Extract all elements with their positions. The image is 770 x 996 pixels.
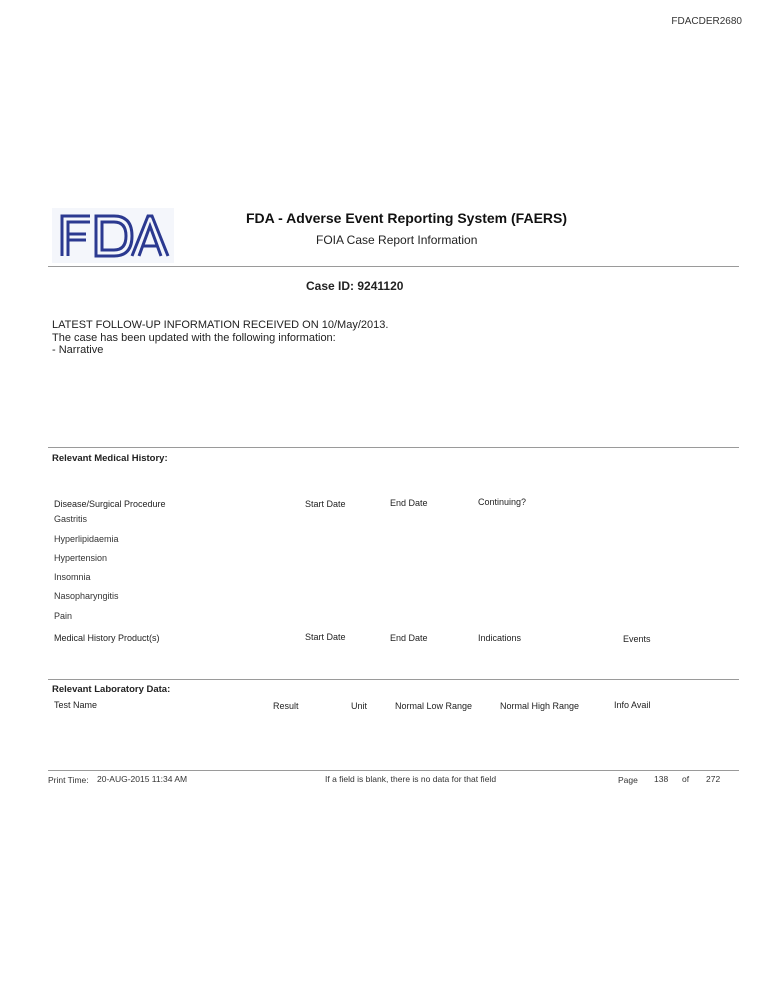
footer-divider	[48, 770, 739, 771]
narrative-line: The case has been updated with the following information:	[52, 331, 336, 344]
col-history-product: Medical History Product(s)	[54, 633, 160, 643]
col-product-end-date: End Date	[390, 633, 428, 643]
col-end-date: End Date	[390, 498, 428, 508]
history-row: Insomnia	[54, 572, 91, 582]
history-row: Pain	[54, 611, 73, 621]
col-test-name: Test Name	[54, 700, 98, 710]
col-unit: Unit	[351, 701, 368, 711]
of-label: of	[682, 774, 690, 784]
col-start-date: Start Date	[305, 499, 346, 509]
history-row: Hypertension	[54, 553, 108, 563]
section-divider	[48, 447, 739, 448]
report-title: FDA - Adverse Event Reporting System (FAERS)	[246, 210, 568, 226]
case-id	[306, 279, 403, 293]
col-normal-high: Normal High Range	[500, 701, 580, 711]
total-pages: 272	[706, 774, 721, 784]
narrative-line: - Narrative	[52, 344, 104, 356]
narrative-line: LATEST FOLLOW-UP INFORMATION RECEIVED ON 10/May/2013.	[52, 319, 389, 331]
narrative	[52, 319, 388, 357]
fda-logo	[52, 208, 174, 263]
col-events: Events	[623, 634, 651, 644]
col-disease: Disease/Surgical Procedure	[54, 499, 166, 509]
medical-history-heading: Relevant Medical History:	[52, 453, 168, 464]
col-indications: Indications	[478, 633, 522, 643]
page-label: Page	[618, 775, 638, 785]
blank-field-note: If a field is blank, there is no data for that field	[325, 774, 497, 784]
page-number: 138	[654, 774, 669, 784]
print-time-label: Print Time:	[48, 775, 89, 785]
history-row: Hyperlipidaemia	[54, 534, 119, 544]
lab-data-heading: Relevant Laboratory Data:	[52, 684, 171, 695]
history-row: Gastritis	[54, 514, 88, 524]
col-product-start-date: Start Date	[305, 632, 346, 642]
col-continuing: Continuing?	[478, 497, 527, 507]
document-id: FDACDER2680	[671, 16, 742, 27]
section-divider	[48, 679, 739, 680]
col-info-avail: Info Avail	[614, 700, 651, 710]
case-id-value: 9241120	[357, 279, 404, 293]
print-time: 20-AUG-2015 11:34 AM	[97, 774, 188, 784]
col-result: Result	[273, 701, 299, 711]
col-normal-low: Normal Low Range	[395, 701, 473, 711]
header-divider	[48, 266, 739, 267]
case-id-label: Case ID:	[306, 279, 355, 293]
history-row: Nasopharyngitis	[54, 591, 119, 601]
report-subtitle: FOIA Case Report Information	[316, 233, 478, 247]
